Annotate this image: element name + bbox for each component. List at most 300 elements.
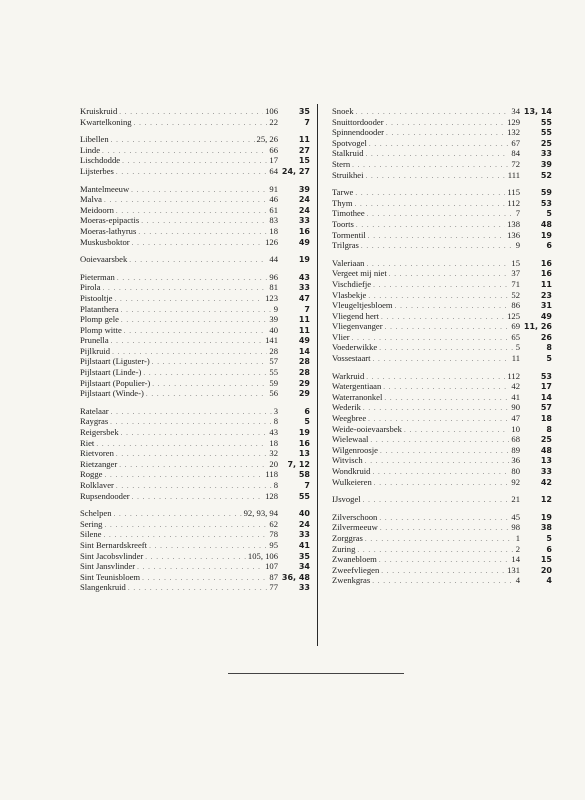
entry-name: Ooievaarsbek <box>80 254 128 265</box>
dot-leader <box>111 135 255 146</box>
index-entry <box>332 127 552 138</box>
entry-page-numbers: 40 <box>269 324 278 335</box>
index-entry <box>80 226 310 237</box>
dot-leader <box>117 273 268 284</box>
entry-plate-numbers: 43 <box>298 272 310 282</box>
index-entry <box>332 522 552 533</box>
entry-page-numbers: 9 <box>515 240 520 251</box>
entry-plate-numbers: 38 <box>540 523 552 533</box>
entry-page-numbers: 17 <box>269 155 278 166</box>
index-entry <box>332 332 552 343</box>
entry-plate-numbers: 19 <box>540 512 552 522</box>
entry-page-numbers: 34 <box>511 106 520 116</box>
end-rule <box>228 673 404 674</box>
entry-name: Spinnendooder <box>332 127 385 138</box>
entry-page-numbers: 22 <box>269 116 278 127</box>
entry-name: Toorts <box>332 218 354 229</box>
entry-name: Vossestaart <box>332 353 371 364</box>
dot-leader <box>355 199 506 210</box>
entry-page-numbers: 72 <box>511 158 520 169</box>
entry-plate-numbers: 58 <box>298 470 310 480</box>
entry-plate-numbers: 13 <box>540 456 552 466</box>
index-group <box>80 254 310 265</box>
entry-name: Zweefvliegen <box>332 564 380 575</box>
entry-plate-numbers: 27 <box>298 145 310 155</box>
index-entry <box>80 459 310 470</box>
entry-plate-numbers: 14 <box>298 346 310 356</box>
entry-page-numbers: 41 <box>511 391 520 402</box>
entry-page-numbers: 141 <box>265 335 278 346</box>
dot-leader <box>128 583 268 594</box>
index-entry <box>332 300 552 311</box>
entry-plate-numbers: 33 <box>298 583 310 593</box>
dot-leader <box>137 562 263 573</box>
column-divider <box>317 104 318 646</box>
index-entry <box>332 117 552 128</box>
dot-leader <box>369 139 510 150</box>
entry-plate-numbers: 24 <box>298 205 310 215</box>
entry-name: Wondkruid <box>332 466 371 476</box>
entry-plate-numbers: 11 <box>298 325 310 335</box>
entry-plate-numbers: 11 <box>540 279 552 289</box>
entry-plate-numbers: 8 <box>546 424 552 434</box>
dot-leader <box>366 259 509 270</box>
index-entry <box>80 346 310 357</box>
dot-leader <box>122 156 267 167</box>
entry-plate-numbers: 5 <box>546 533 552 543</box>
entry-plate-numbers: 52 <box>540 170 552 180</box>
entry-name: Pijlstaart (Winde-) <box>80 388 144 399</box>
entry-name: Watergentiaan <box>332 381 382 392</box>
entry-name: Lijsterbes <box>80 165 114 176</box>
entry-name: Witvisch <box>332 455 363 466</box>
entry-name: Zwanebloem <box>332 554 377 565</box>
entry-page-numbers: 32 <box>269 448 278 459</box>
entry-name: Snuittordooder <box>332 116 384 127</box>
entry-name: Moeras-lathyrus <box>80 225 137 236</box>
entry-name: Struikhei <box>332 169 364 180</box>
index-column-right <box>332 106 552 593</box>
index-entry <box>80 356 310 367</box>
entry-plate-numbers: 33 <box>540 149 552 159</box>
entry-name: Vliegenvanger <box>332 321 383 332</box>
dot-leader <box>138 227 267 238</box>
dot-leader <box>102 146 267 157</box>
entry-name: Lischdodde <box>80 155 121 166</box>
index-entry <box>80 406 310 417</box>
entry-name: Ratelaar <box>80 405 109 416</box>
entry-plate-numbers: 19 <box>540 230 552 240</box>
dot-leader <box>379 513 509 524</box>
dot-leader <box>366 171 506 182</box>
dot-leader <box>119 107 263 118</box>
dot-leader <box>357 545 513 556</box>
index-entry <box>80 491 310 502</box>
entry-page-numbers: 68 <box>511 434 520 445</box>
entry-page-numbers: 136 <box>507 229 520 240</box>
index-entry <box>80 155 310 166</box>
entry-plate-numbers: 34 <box>298 562 310 572</box>
index-column-left <box>80 106 310 600</box>
entry-plate-numbers: 11, 26 <box>523 322 552 332</box>
entry-name: Prunella <box>80 335 109 346</box>
entry-page-numbers: 45 <box>511 511 520 522</box>
entry-name: Wielewaal <box>332 434 369 445</box>
index-group <box>80 184 310 248</box>
entry-page-numbers: 5 <box>515 342 520 353</box>
entry-page-numbers: 81 <box>269 282 278 293</box>
entry-plate-numbers: 13, 14 <box>523 107 552 116</box>
dot-leader <box>380 523 510 534</box>
entry-name: Rupsendooder <box>80 490 130 501</box>
entry-plate-numbers: 55 <box>540 117 552 127</box>
index-entry <box>80 117 310 128</box>
index-entry <box>332 512 552 523</box>
index-entry <box>80 416 310 427</box>
index-entry <box>80 582 310 593</box>
dot-leader <box>381 566 505 577</box>
entry-plate-numbers: 8 <box>546 343 552 353</box>
entry-name: Plomp gele <box>80 314 119 325</box>
index-entry <box>80 378 310 389</box>
entry-name: Rietvoren <box>80 448 114 459</box>
entry-plate-numbers: 6 <box>304 406 310 416</box>
index-entry <box>332 170 552 181</box>
dot-leader <box>103 283 268 294</box>
entry-name: Zilverschoon <box>332 511 378 522</box>
entry-plate-numbers: 16 <box>298 226 310 236</box>
dot-leader <box>373 280 509 291</box>
entry-plate-numbers: 35 <box>298 551 310 561</box>
index-entry <box>332 208 552 219</box>
entry-plate-numbers: 24, 27 <box>281 166 310 176</box>
index-entry <box>80 166 310 177</box>
entry-page-numbers: 10 <box>511 423 520 434</box>
entry-page-numbers: 9 <box>273 303 278 314</box>
entry-page-numbers: 67 <box>511 137 520 148</box>
entry-name: Timothee <box>332 208 365 219</box>
entry-plate-numbers: 40 <box>298 509 310 519</box>
dot-leader <box>355 188 505 199</box>
index-entry <box>80 540 310 551</box>
entry-name: Vlier <box>332 331 350 342</box>
dot-leader <box>363 403 510 414</box>
entry-plate-numbers: 55 <box>540 128 552 138</box>
entry-name: Pijlstaart (Liguster-) <box>80 356 150 367</box>
index-entry <box>80 572 310 583</box>
entry-name: Wilgenroosje <box>332 444 378 455</box>
dot-leader <box>96 439 267 450</box>
index-entry <box>80 184 310 195</box>
index-entry <box>80 529 310 540</box>
entry-plate-numbers: 24 <box>298 195 310 205</box>
dot-leader <box>152 357 268 368</box>
entry-name: Valeriaan <box>332 257 365 268</box>
entry-name: Snoek <box>332 106 354 116</box>
entry-page-numbers: 7 <box>515 208 520 219</box>
entry-name: Rietzanger <box>80 458 118 469</box>
dot-leader <box>119 460 267 471</box>
entry-name: Pistooltje <box>80 292 113 303</box>
entry-plate-numbers: 48 <box>540 445 552 455</box>
entry-page-numbers: 112 <box>507 370 520 381</box>
dot-leader <box>104 470 263 481</box>
entry-name: Stalkruid <box>332 148 364 159</box>
index-entry <box>332 138 552 149</box>
entry-plate-numbers: 53 <box>540 198 552 208</box>
dot-leader <box>372 467 509 478</box>
entry-page-numbers: 47 <box>511 413 520 424</box>
entry-name: Reigersbek <box>80 427 119 438</box>
index-entry <box>332 258 552 269</box>
entry-page-numbers: 98 <box>511 522 520 533</box>
entry-page-numbers: 77 <box>269 582 278 593</box>
entry-plate-numbers: 55 <box>298 491 310 501</box>
dot-leader <box>110 417 272 428</box>
dot-leader <box>116 481 272 492</box>
dot-leader <box>386 128 505 139</box>
entry-page-numbers: 39 <box>269 314 278 325</box>
index-entry <box>80 508 310 519</box>
entry-plate-numbers: 47 <box>298 293 310 303</box>
dot-leader <box>385 322 510 333</box>
entry-page-numbers: 115 <box>507 187 520 198</box>
index-entry <box>332 565 552 576</box>
entry-page-numbers: 44 <box>269 254 278 265</box>
index-group <box>332 371 552 488</box>
dot-leader <box>141 216 267 227</box>
entry-name: Mantelmeeuw <box>80 183 130 194</box>
entry-plate-numbers: 29 <box>298 378 310 388</box>
entry-page-numbers: 8 <box>273 480 278 490</box>
entry-plate-numbers: 33 <box>298 283 310 293</box>
entry-plate-numbers: 35 <box>298 107 310 116</box>
index-entry <box>332 494 552 505</box>
entry-page-numbers: 71 <box>511 278 520 289</box>
entry-page-numbers: 80 <box>511 466 520 476</box>
entry-name: Warkruid <box>332 370 365 381</box>
entry-name: Tormentil <box>332 229 366 240</box>
index-entry <box>332 381 552 392</box>
entry-name: Waterranonkel <box>332 391 383 402</box>
index-group <box>80 406 310 501</box>
index-entry <box>332 554 552 565</box>
entry-name: Sint Bernardskreeft <box>80 539 148 550</box>
entry-plate-numbers: 48 <box>540 219 552 229</box>
dot-leader <box>114 509 242 520</box>
index-group <box>332 258 552 364</box>
entry-page-numbers: 15 <box>511 257 520 268</box>
index-entry <box>332 466 552 477</box>
entry-name: Zorggras <box>332 532 363 543</box>
entry-name: Silene <box>80 529 102 540</box>
entry-page-numbers: 21 <box>511 494 520 505</box>
entry-plate-numbers: 17 <box>540 382 552 392</box>
entry-page-numbers: 91 <box>269 183 278 194</box>
entry-page-numbers: 105, 106 <box>247 550 278 561</box>
dot-leader <box>379 343 514 354</box>
entry-page-numbers: 14 <box>511 554 520 565</box>
index-entry <box>332 311 552 322</box>
index-entry <box>80 480 310 491</box>
entry-name: Tarwe <box>332 187 354 198</box>
dot-leader <box>366 372 505 383</box>
index-entry <box>332 321 552 332</box>
entry-name: Pieterman <box>80 271 115 282</box>
dot-leader <box>386 118 506 129</box>
entry-page-numbers: 83 <box>269 215 278 226</box>
entry-page-numbers: 106 <box>265 106 278 116</box>
entry-page-numbers: 64 <box>269 165 278 176</box>
dot-leader <box>111 407 272 418</box>
dot-leader <box>142 573 267 584</box>
index-entry <box>80 254 310 265</box>
entry-page-numbers: 126 <box>265 236 278 247</box>
entry-plate-numbers: 57 <box>540 403 552 413</box>
entry-page-numbers: 25, 26 <box>256 134 278 145</box>
entry-page-numbers: 1 <box>515 532 520 543</box>
dot-leader <box>404 425 509 436</box>
entry-page-numbers: 65 <box>511 331 520 342</box>
index-entry <box>332 279 552 290</box>
dot-leader <box>366 149 510 160</box>
dot-leader <box>383 382 509 393</box>
index-entry <box>332 424 552 435</box>
entry-page-numbers: 61 <box>269 204 278 215</box>
dot-leader <box>381 312 505 323</box>
entry-plate-numbers: 42 <box>540 477 552 487</box>
index-group <box>80 106 310 127</box>
entry-name: Spotvogel <box>332 137 367 148</box>
index-entry <box>80 215 310 226</box>
dot-leader <box>363 495 510 506</box>
entry-page-numbers: 84 <box>511 148 520 159</box>
entry-plate-numbers: 26 <box>540 332 552 342</box>
entry-plate-numbers: 41 <box>298 540 310 550</box>
entry-name: Vliegend hert <box>332 310 380 321</box>
dot-leader <box>152 379 267 390</box>
index-entry <box>80 106 310 117</box>
entry-plate-numbers: 6 <box>546 544 552 554</box>
entry-page-numbers: 37 <box>511 268 520 279</box>
dot-leader <box>374 478 510 489</box>
index-entry <box>332 392 552 403</box>
dot-leader <box>380 446 509 457</box>
entry-plate-numbers: 6 <box>546 241 552 251</box>
entry-page-numbers: 112 <box>507 197 520 208</box>
dot-leader <box>370 435 509 446</box>
entry-page-numbers: 55 <box>269 367 278 378</box>
entry-name: Slangenkruid <box>80 582 126 593</box>
entry-page-numbers: 132 <box>507 127 520 138</box>
entry-name: Kwartelkoning <box>80 116 132 127</box>
entry-page-numbers: 78 <box>269 529 278 540</box>
entry-plate-numbers: 11 <box>298 135 310 145</box>
entry-plate-numbers: 33 <box>540 467 552 476</box>
entry-page-numbers: 20 <box>269 458 278 469</box>
entry-name: IJsvogel <box>332 494 361 505</box>
entry-page-numbers: 129 <box>507 116 520 127</box>
index-group <box>80 508 310 593</box>
entry-plate-numbers: 7, 12 <box>287 459 310 469</box>
entry-name: Pijlkruid <box>80 345 111 356</box>
dot-leader <box>121 428 268 439</box>
entry-plate-numbers: 25 <box>540 138 552 148</box>
index-entry <box>332 219 552 230</box>
entry-name: Schelpen <box>80 508 112 519</box>
dot-leader <box>356 220 505 231</box>
index-entry <box>80 134 310 145</box>
index-entry <box>80 438 310 449</box>
index-entry <box>80 205 310 216</box>
index-entry <box>80 469 310 480</box>
entry-plate-numbers: 29 <box>298 389 310 399</box>
entry-page-numbers: 42 <box>511 381 520 392</box>
entry-plate-numbers: 7 <box>304 304 310 314</box>
entry-name: Libellen <box>80 134 109 145</box>
index-group <box>332 187 552 251</box>
index-entry <box>80 194 310 205</box>
index-entry <box>80 145 310 156</box>
entry-plate-numbers: 24 <box>298 519 310 529</box>
entry-name: Riet <box>80 437 95 448</box>
dot-leader <box>389 269 510 280</box>
index-entry <box>332 268 552 279</box>
entry-page-numbers: 96 <box>269 271 278 282</box>
dot-leader <box>116 449 268 460</box>
entry-page-numbers: 131 <box>507 564 520 575</box>
entry-page-numbers: 118 <box>265 469 278 480</box>
entry-plate-numbers: 19 <box>298 428 310 438</box>
index-entry <box>80 551 310 562</box>
index-entry <box>332 230 552 241</box>
entry-name: Stern <box>332 158 351 169</box>
entry-page-numbers: 86 <box>511 300 520 311</box>
entry-name: Muskusboktor <box>80 236 130 247</box>
dot-leader <box>121 305 272 316</box>
entry-plate-numbers: 15 <box>298 156 310 166</box>
entry-name: Rogge <box>80 469 103 480</box>
index-group <box>332 494 552 505</box>
index-entry <box>332 290 552 301</box>
entry-page-numbers: 62 <box>269 518 278 529</box>
index-group <box>80 134 310 176</box>
index-entry <box>332 477 552 488</box>
entry-page-numbers: 11 <box>511 353 520 364</box>
entry-page-numbers: 107 <box>265 561 278 572</box>
entry-name: Vischdiefje <box>332 278 372 289</box>
entry-name: Zwenkgras <box>332 575 371 586</box>
entry-plate-numbers: 15 <box>540 555 552 565</box>
index-entry <box>332 455 552 466</box>
index-entry <box>332 342 552 353</box>
entry-page-numbers: 52 <box>511 289 520 300</box>
entry-page-numbers: 89 <box>511 444 520 455</box>
index-entry <box>332 187 552 198</box>
entry-plate-numbers: 5 <box>546 209 552 219</box>
index-entry <box>332 198 552 209</box>
index-entry <box>80 304 310 315</box>
dot-leader <box>114 294 263 305</box>
entry-plate-numbers: 49 <box>540 311 552 321</box>
dot-leader <box>104 195 267 206</box>
entry-plate-numbers: 19 <box>298 255 310 265</box>
dot-leader <box>379 555 510 566</box>
entry-page-numbers: 92, 93, 94 <box>243 508 278 519</box>
entry-page-numbers: 138 <box>507 218 520 229</box>
entry-page-numbers: 18 <box>269 437 278 448</box>
index-entry <box>332 148 552 159</box>
